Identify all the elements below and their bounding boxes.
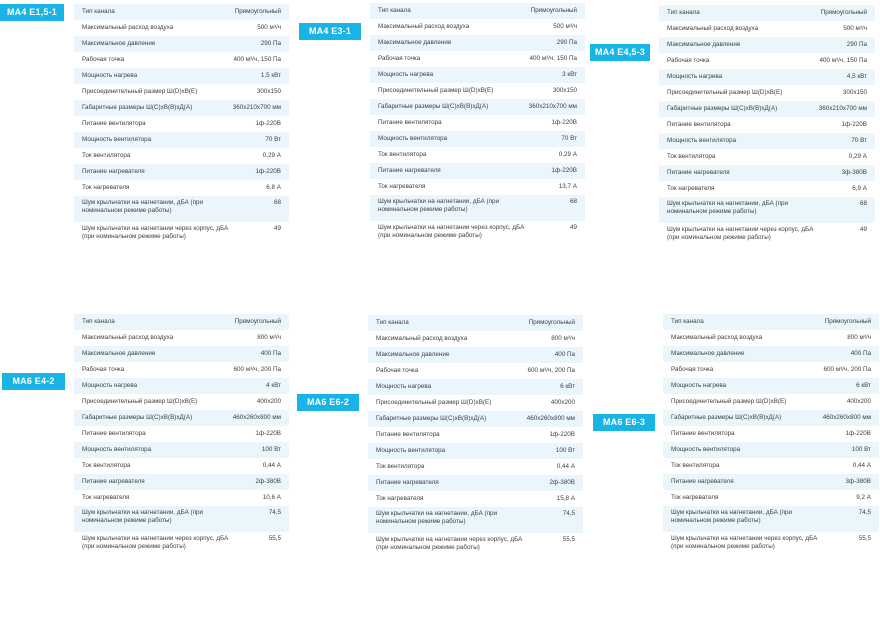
spec-row xyxy=(74,442,289,458)
spec-value: Прямоугольный xyxy=(820,9,867,16)
spec-row xyxy=(663,330,879,346)
spec-row xyxy=(659,165,875,181)
spec-value: 100 Вт xyxy=(261,446,281,453)
spec-key: Ток нагревателя xyxy=(671,494,719,501)
spec-row xyxy=(368,533,583,559)
spec-value: 400х200 xyxy=(256,398,281,405)
spec-row xyxy=(74,164,289,180)
spec-row xyxy=(74,36,289,52)
spec-value: 6 кВт xyxy=(856,382,871,389)
spec-row xyxy=(74,458,289,474)
spec-value: 0,44 А xyxy=(852,462,871,469)
spec-value: 3 кВт xyxy=(562,71,577,78)
spec-key: Ток нагревателя xyxy=(378,183,426,190)
spec-value: 300х150 xyxy=(256,88,281,95)
spec-value: 500 м³/ч xyxy=(553,23,577,30)
spec-row xyxy=(663,532,879,558)
spec-value: 290 Па xyxy=(846,41,867,48)
spec-row xyxy=(659,133,875,149)
spec-value: 55,5 xyxy=(858,534,871,542)
spec-value: 300х150 xyxy=(842,89,867,96)
spec-value: 6,8 А xyxy=(266,184,281,191)
spec-value: 49 xyxy=(273,224,281,232)
spec-key: Присоединительный размер Ш(D)хВ(E) xyxy=(378,87,494,94)
spec-key: Шум крыльчатки на нагнетании через корпус, дБА (при номинальном режиме работы) xyxy=(82,534,229,550)
spec-key: Питание вентилятора xyxy=(82,430,146,437)
spec-card xyxy=(370,3,585,246)
spec-row xyxy=(368,379,583,395)
spec-row xyxy=(74,314,289,330)
spec-value: 600 м³/ч, 200 Па xyxy=(527,367,575,374)
spec-row xyxy=(74,116,289,132)
spec-value: 290 Па xyxy=(556,39,577,46)
spec-key: Присоединительный размер Ш(D)хВ(E) xyxy=(667,89,783,96)
spec-value: 49 xyxy=(569,223,577,231)
spec-row xyxy=(74,68,289,84)
spec-key: Максимальное давление xyxy=(667,41,741,48)
spec-row xyxy=(74,180,289,196)
spec-key: Питание нагревателя xyxy=(667,169,730,176)
spec-row xyxy=(368,331,583,347)
model-badge: MA6 E4-2 xyxy=(2,373,65,390)
spec-row xyxy=(74,4,289,20)
spec-row xyxy=(659,5,875,21)
spec-key: Питание вентилятора xyxy=(671,430,735,437)
spec-row xyxy=(663,314,879,330)
spec-row xyxy=(659,69,875,85)
spec-key: Мощность вентилятора xyxy=(378,135,448,142)
spec-key: Мощность вентилятора xyxy=(82,446,152,453)
spec-key: Ток нагревателя xyxy=(82,494,130,501)
spec-value: 600 м³/ч, 200 Па xyxy=(823,366,871,373)
spec-key: Питание вентилятора xyxy=(667,121,731,128)
spec-value: 100 Вт xyxy=(851,446,871,453)
spec-value: Прямоугольный xyxy=(824,318,871,325)
spec-row xyxy=(370,115,585,131)
spec-key: Питание вентилятора xyxy=(376,431,440,438)
spec-row xyxy=(659,85,875,101)
spec-key: Максимальное давление xyxy=(82,350,156,357)
spec-value: 70 Вт xyxy=(265,136,281,143)
spec-card xyxy=(74,314,289,557)
spec-value: 500 м³/ч xyxy=(257,24,281,31)
spec-key: Присоединительный размер Ш(D)хВ(E) xyxy=(376,399,492,406)
spec-value: Прямоугольный xyxy=(234,8,281,15)
spec-value: 800 м³/ч xyxy=(847,334,871,341)
spec-row xyxy=(74,100,289,116)
spec-key: Мощность нагрева xyxy=(378,71,434,78)
spec-key: Рабочая точка xyxy=(82,366,125,373)
spec-key: Максимальный расход воздуха xyxy=(82,334,174,341)
spec-key: Тип канала xyxy=(82,318,115,325)
spec-row xyxy=(659,37,875,53)
spec-key: Шум крыльчатки на нагнетании, дБА (при номинальном режиме работы) xyxy=(667,200,789,215)
spec-value: 0,44 А xyxy=(262,462,281,469)
spec-row xyxy=(659,21,875,37)
spec-value: 1ф-220В xyxy=(845,430,871,437)
spec-key: Питание вентилятора xyxy=(378,119,442,126)
spec-key: Максимальное давление xyxy=(378,39,452,46)
spec-row xyxy=(74,506,289,532)
spec-value: 9,2 А xyxy=(856,494,871,501)
spec-key: Питание вентилятора xyxy=(82,120,146,127)
spec-key: Питание нагревателя xyxy=(82,168,145,175)
spec-value: 2ф-380В xyxy=(549,479,575,486)
spec-key: Шум крыльчатки на нагнетании через корпус, дБА (при номинальном режиме работы) xyxy=(667,225,814,241)
spec-value: 100 Вт xyxy=(555,447,575,454)
spec-row xyxy=(368,507,583,533)
spec-value: 400х200 xyxy=(550,399,575,406)
spec-row xyxy=(663,378,879,394)
spec-key: Присоединительный размер Ш(D)хВ(E) xyxy=(82,88,198,95)
spec-key: Максимальное давление xyxy=(671,350,745,357)
spec-key: Ток вентилятора xyxy=(667,153,716,160)
spec-value: 360х210х700 мм xyxy=(232,104,281,111)
spec-row xyxy=(370,67,585,83)
spec-key: Тип канала xyxy=(378,7,411,14)
spec-row xyxy=(370,147,585,163)
spec-value: 68 xyxy=(273,199,281,206)
spec-key: Шум крыльчатки на нагнетании, дБА (при номинальном режиме работы) xyxy=(376,510,498,525)
spec-value: 460х260х800 мм xyxy=(526,415,575,422)
spec-row xyxy=(368,347,583,363)
spec-key: Ток вентилятора xyxy=(376,463,425,470)
spec-row xyxy=(663,426,879,442)
spec-row xyxy=(368,491,583,507)
spec-row xyxy=(74,84,289,100)
spec-row xyxy=(659,181,875,197)
spec-value: 460х260х800 мм xyxy=(822,414,871,421)
spec-row xyxy=(370,163,585,179)
spec-value: 1ф-220В xyxy=(255,430,281,437)
spec-key: Тип канала xyxy=(671,318,704,325)
spec-key: Мощность нагрева xyxy=(667,73,723,80)
spec-row xyxy=(659,101,875,117)
spec-row xyxy=(368,315,583,331)
spec-key: Ток нагревателя xyxy=(376,495,424,502)
spec-row xyxy=(659,149,875,165)
spec-row xyxy=(663,394,879,410)
spec-key: Габаритные размеры Ш(С)хВ(В)хД(А) xyxy=(378,103,489,110)
spec-row xyxy=(659,197,875,223)
spec-row xyxy=(74,132,289,148)
spec-row xyxy=(74,490,289,506)
spec-key: Мощность вентилятора xyxy=(671,446,741,453)
spec-value: 1ф-220В xyxy=(255,120,281,127)
spec-value: 460х260х800 мм xyxy=(232,414,281,421)
spec-value: 13,7 А xyxy=(558,183,577,190)
spec-key: Габаритные размеры Ш(С)хВ(В)хД(А) xyxy=(671,414,782,421)
spec-key: Шум крыльчатки на нагнетании через корпус, дБА (при номинальном режиме работы) xyxy=(378,223,525,239)
spec-row xyxy=(370,3,585,19)
spec-row xyxy=(368,427,583,443)
spec-card xyxy=(663,314,879,557)
spec-key: Ток нагревателя xyxy=(82,184,130,191)
spec-key: Питание нагревателя xyxy=(376,479,439,486)
spec-value: 4,5 кВт xyxy=(846,73,867,80)
spec-key: Рабочая точка xyxy=(82,56,125,63)
spec-value: 600 м³/ч, 200 Па xyxy=(233,366,281,373)
spec-value: Прямоугольный xyxy=(528,319,575,326)
spec-key: Габаритные размеры Ш(С)хВ(В)хД(А) xyxy=(82,104,193,111)
spec-value: 74,5 xyxy=(562,510,575,517)
model-badge: MA4 E4,5-3 xyxy=(590,44,650,61)
spec-key: Ток вентилятора xyxy=(82,152,131,159)
spec-key: Максимальный расход воздуха xyxy=(667,25,759,32)
spec-key: Ток нагревателя xyxy=(667,185,715,192)
spec-value: 4 кВт xyxy=(266,382,281,389)
spec-row xyxy=(74,394,289,410)
spec-card xyxy=(368,315,583,558)
spec-key: Рабочая точка xyxy=(376,367,419,374)
spec-row xyxy=(368,459,583,475)
spec-key: Рабочая точка xyxy=(378,55,421,62)
spec-key: Ток вентилятора xyxy=(378,151,427,158)
spec-row xyxy=(663,362,879,378)
spec-row xyxy=(74,532,289,558)
spec-value: 70 Вт xyxy=(851,137,867,144)
spec-value: 3ф-380В xyxy=(841,169,867,176)
spec-value: 15,8 А xyxy=(556,495,575,502)
spec-row xyxy=(74,222,289,248)
spec-row xyxy=(370,51,585,67)
spec-value: 400 Па xyxy=(260,350,281,357)
spec-row xyxy=(663,346,879,362)
spec-value: 1ф-220В xyxy=(549,431,575,438)
model-badge: MA6 E6-3 xyxy=(593,414,655,431)
spec-value: 1ф-220В xyxy=(551,119,577,126)
spec-key: Максимальный расход воздуха xyxy=(82,24,174,31)
spec-value: 70 Вт xyxy=(561,135,577,142)
spec-row xyxy=(663,490,879,506)
spec-row xyxy=(74,330,289,346)
spec-key: Мощность нагрева xyxy=(82,382,138,389)
spec-value: 400 м³/ч, 150 Па xyxy=(529,55,577,62)
spec-key: Максимальный расход воздуха xyxy=(376,335,468,342)
spec-key: Мощность вентилятора xyxy=(82,136,152,143)
spec-key: Мощность вентилятора xyxy=(376,447,446,454)
model-badge: MA4 E1,5-1 xyxy=(0,4,64,21)
spec-key: Шум крыльчатки на нагнетании через корпус, дБА (при номинальном режиме работы) xyxy=(376,535,523,551)
spec-row xyxy=(370,99,585,115)
spec-value: 0,29 А xyxy=(262,152,281,159)
spec-key: Мощность нагрева xyxy=(376,383,432,390)
spec-row xyxy=(74,362,289,378)
spec-row xyxy=(74,148,289,164)
spec-key: Мощность вентилятора xyxy=(667,137,737,144)
spec-row xyxy=(368,395,583,411)
spec-row xyxy=(370,221,585,247)
spec-key: Габаритные размеры Ш(С)хВ(В)хД(А) xyxy=(667,105,778,112)
spec-value: 0,29 А xyxy=(848,153,867,160)
spec-row xyxy=(74,52,289,68)
spec-row xyxy=(663,474,879,490)
spec-value: Прямоугольный xyxy=(234,318,281,325)
spec-row xyxy=(368,475,583,491)
spec-key: Шум крыльчатки на нагнетании, дБА (при номинальном режиме работы) xyxy=(82,199,204,214)
spec-row xyxy=(74,196,289,222)
spec-value: 6 кВт xyxy=(560,383,575,390)
spec-value: Прямоугольный xyxy=(530,7,577,14)
spec-value: 10,6 А xyxy=(262,494,281,501)
spec-value: 68 xyxy=(859,200,867,207)
spec-value: 68 xyxy=(569,198,577,205)
spec-row xyxy=(663,458,879,474)
spec-value: 55,5 xyxy=(268,534,281,542)
spec-row xyxy=(74,474,289,490)
spec-key: Мощность нагрева xyxy=(671,382,727,389)
spec-row xyxy=(663,410,879,426)
spec-key: Рабочая точка xyxy=(671,366,714,373)
spec-value: 1,5 кВт xyxy=(260,72,281,79)
spec-value: 1ф-220В xyxy=(255,168,281,175)
spec-row xyxy=(659,53,875,69)
spec-key: Рабочая точка xyxy=(667,57,710,64)
spec-value: 290 Па xyxy=(260,40,281,47)
model-badge: MA4 E3-1 xyxy=(299,23,361,40)
spec-value: 400 Па xyxy=(554,351,575,358)
spec-card xyxy=(74,4,289,247)
spec-key: Максимальный расход воздуха xyxy=(378,23,470,30)
spec-value: 800 м³/ч xyxy=(551,335,575,342)
spec-value: 360х210х700 мм xyxy=(818,105,867,112)
spec-value: 74,5 xyxy=(268,509,281,516)
spec-key: Тип канала xyxy=(82,8,115,15)
spec-value: 800 м³/ч xyxy=(257,334,281,341)
spec-key: Ток вентилятора xyxy=(671,462,720,469)
spec-key: Тип канала xyxy=(376,319,409,326)
spec-row xyxy=(659,223,875,249)
spec-key: Габаритные размеры Ш(С)хВ(В)хД(А) xyxy=(376,415,487,422)
spec-value: 400 Па xyxy=(850,350,871,357)
spec-value: 500 м³/ч xyxy=(843,25,867,32)
spec-row xyxy=(368,363,583,379)
spec-value: 49 xyxy=(859,225,867,233)
spec-value: 0,44 А xyxy=(556,463,575,470)
spec-key: Шум крыльчатки на нагнетании, дБА (при номинальном режиме работы) xyxy=(82,509,204,524)
spec-key: Мощность нагрева xyxy=(82,72,138,79)
spec-key: Шум крыльчатки на нагнетании, дБА (при номинальном режиме работы) xyxy=(671,509,793,524)
spec-key: Максимальное давление xyxy=(82,40,156,47)
spec-row xyxy=(659,117,875,133)
spec-row xyxy=(370,19,585,35)
spec-value: 55,5 xyxy=(562,535,575,543)
spec-row xyxy=(74,20,289,36)
spec-key: Шум крыльчатки на нагнетании через корпус, дБА (при номинальном режиме работы) xyxy=(671,534,818,550)
spec-row xyxy=(370,131,585,147)
spec-key: Максимальный расход воздуха xyxy=(671,334,763,341)
spec-key: Габаритные размеры Ш(С)хВ(В)хД(А) xyxy=(82,414,193,421)
spec-row xyxy=(74,426,289,442)
spec-row xyxy=(74,410,289,426)
spec-key: Присоединительный размер Ш(D)хВ(E) xyxy=(671,398,787,405)
spec-value: 400х200 xyxy=(846,398,871,405)
spec-key: Шум крыльчатки на нагнетании, дБА (при номинальном режиме работы) xyxy=(378,198,500,213)
spec-key: Максимальное давление xyxy=(376,351,450,358)
spec-value: 400 м³/ч, 150 Па xyxy=(819,57,867,64)
spec-key: Питание нагревателя xyxy=(82,478,145,485)
spec-row xyxy=(663,442,879,458)
spec-row xyxy=(370,195,585,221)
spec-row xyxy=(74,378,289,394)
spec-key: Присоединительный размер Ш(D)хВ(E) xyxy=(82,398,198,405)
spec-value: 74,5 xyxy=(858,509,871,516)
spec-key: Питание нагревателя xyxy=(671,478,734,485)
spec-value: 2ф-380В xyxy=(255,478,281,485)
spec-row xyxy=(74,346,289,362)
spec-key: Шум крыльчатки на нагнетании через корпус, дБА (при номинальном режиме работы) xyxy=(82,224,229,240)
spec-row xyxy=(663,506,879,532)
spec-value: 300х150 xyxy=(552,87,577,94)
model-badge: MA6 E6-2 xyxy=(297,394,359,411)
spec-value: 0,29 А xyxy=(558,151,577,158)
spec-value: 360х210х700 мм xyxy=(528,103,577,110)
spec-card xyxy=(659,5,875,248)
spec-value: 6,9 А xyxy=(852,185,867,192)
spec-row xyxy=(370,179,585,195)
spec-key: Тип канала xyxy=(667,9,700,16)
spec-value: 1ф-220В xyxy=(551,167,577,174)
spec-value: 1ф-220В xyxy=(841,121,867,128)
spec-value: 400 м³/ч, 150 Па xyxy=(233,56,281,63)
spec-key: Питание нагревателя xyxy=(378,167,441,174)
spec-row xyxy=(368,411,583,427)
spec-row xyxy=(370,35,585,51)
spec-row xyxy=(370,83,585,99)
spec-value: 3ф-380В xyxy=(845,478,871,485)
spec-row xyxy=(368,443,583,459)
spec-key: Ток вентилятора xyxy=(82,462,131,469)
